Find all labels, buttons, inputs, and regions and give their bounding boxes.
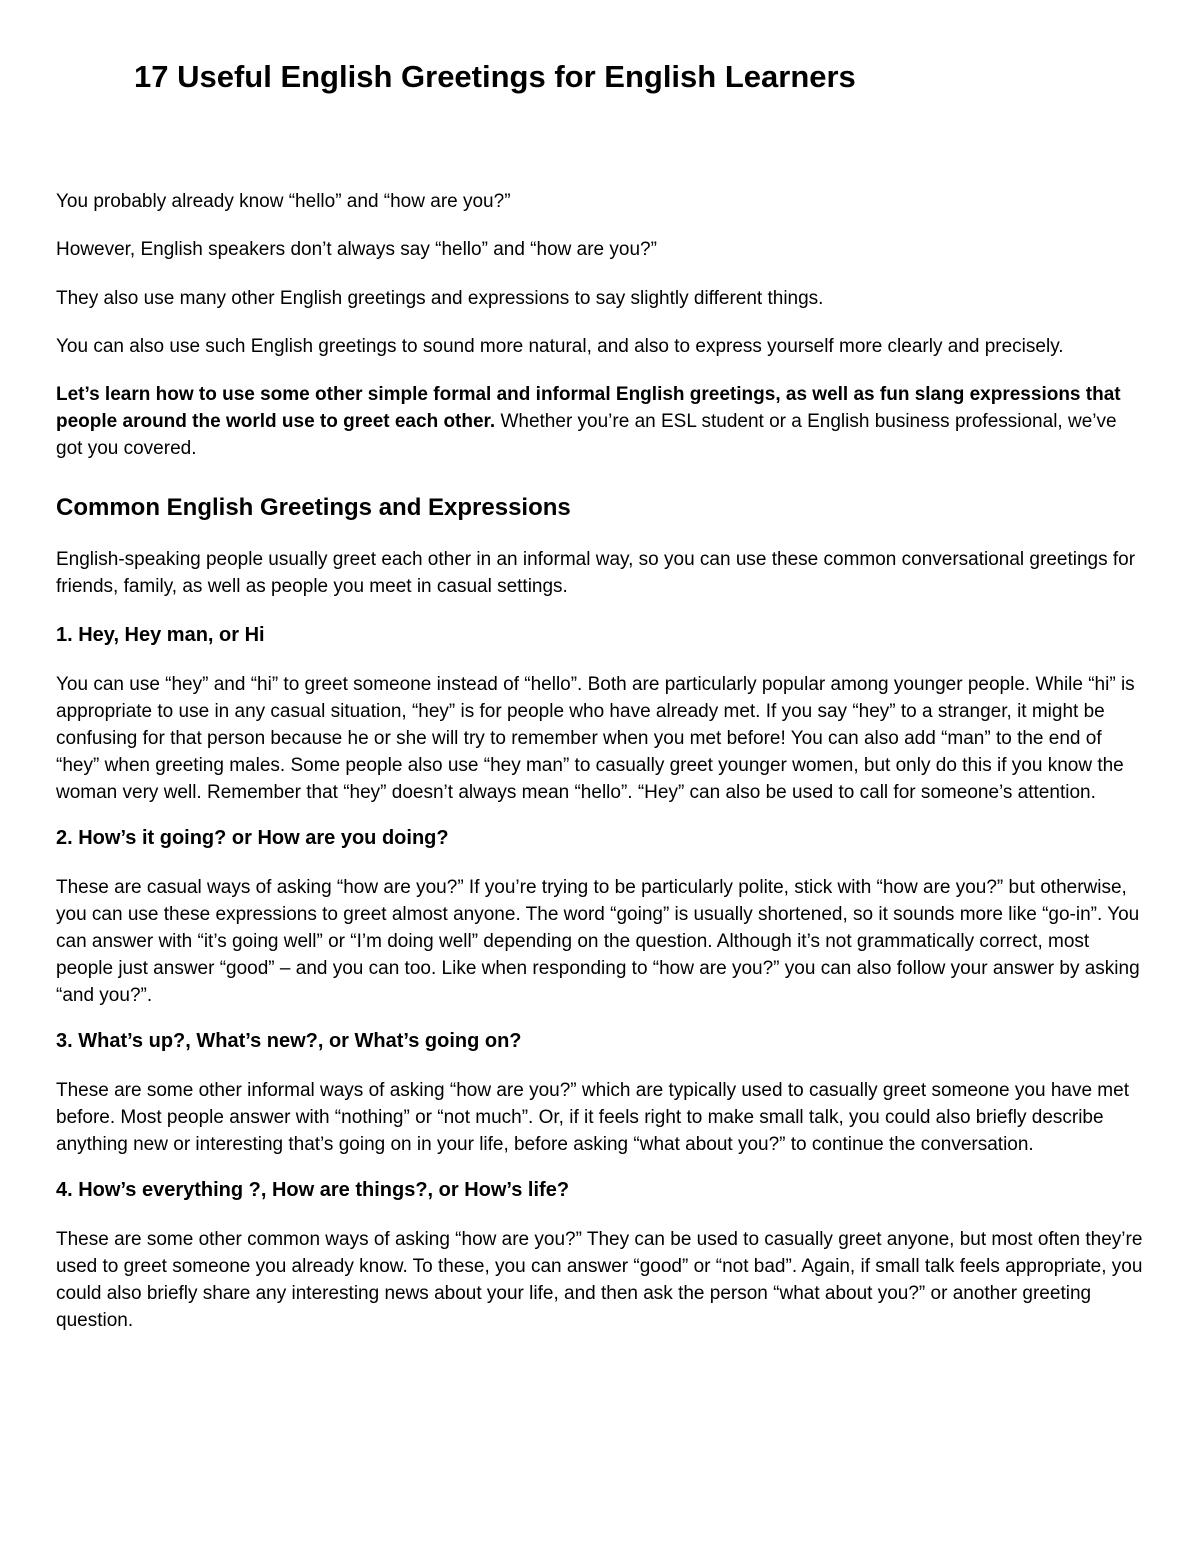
greeting-paragraph: These are some other informal ways of asking “how are you?” which are typically used to casually greet someone you have met before. Most people answer with “nothing” or “not much”. Or, if it feels right to make small talk, you could also briefly describe anything new or interesting that’s going on in your life, before asking “what about you?” to continue the conversation.	[56, 1080, 1129, 1155]
document-body	[56, 188, 1146, 1352]
section-intro-paragraph: English-speaking people usually greet each other in an informal way, so you can use these common conversational greetings for friends, family, as well as people you meet in casual settings.	[56, 549, 1136, 597]
greeting-paragraph: These are casual ways of asking “how are you?” If you’re trying to be particularly polite, stick with “how are you?” but otherwise, you can use these expressions to greet almost anyone. The word “going” is usually shortened, so it sounds more like “go-in”. You can answer with “it’s going well” or “I’m doing well” depending on the question. Although it’s not grammatically correct, most people just answer “good” – and you can too. Like when responding to “how are you?” you can also follow your answer by asking “and you?”.	[56, 877, 1140, 1006]
greeting-paragraph: These are some other common ways of asking “how are you?” They can be used to casually greet anyone, but most often they’re used to greet someone you already know. To these, you can answer “good” or “not bad”. Again, if small talk feels appropriate, you could also briefly share any interesting news about your life, and then ask the person “what about you?” or another greeting question.	[56, 1229, 1143, 1331]
greeting-heading: 1. Hey, Hey man, or Hi	[56, 624, 265, 646]
lead-bold-text: Let’s learn how to use some other simple formal and informal English greetings, as well as fun slang expressions that people around the world use to greet each other.	[56, 384, 1121, 432]
document-title: 17 Useful English Greetings for English Learners	[134, 59, 856, 94]
greeting-heading: 4. How’s everything ?, How are things?, or How’s life?	[56, 1179, 570, 1201]
greeting-heading: 2. How’s it going? or How are you doing?	[56, 827, 449, 849]
greeting-paragraph: You can use “hey” and “hi” to greet someone instead of “hello”. Both are particularly popular among younger people. While “hi” is appropriate to use in any casual situation, “hey” is for people who have already met. If you say “hey” to a stranger, it might be confusing for that person because he or she will try to remember when you met before! You can also add “man” to the end of “hey” when greeting males. Some people also use “hey man” to casually greet younger women, but only do this if you know the woman very well. Remember that “hey” doesn’t always mean “hello”. “Hey” can also be used to call for someone’s attention.	[56, 674, 1135, 803]
section-heading: Common English Greetings and Expressions	[56, 494, 571, 521]
greeting-heading: 3. What’s up?, What’s new?, or What’s going on?	[56, 1030, 522, 1052]
intro-paragraph: However, English speakers don’t always say “hello” and “how are you?”	[56, 239, 657, 260]
intro-paragraph: You can also use such English greetings to sound more natural, and also to express yourself more clearly and precisely.	[56, 336, 1064, 357]
intro-paragraph: They also use many other English greetings and expressions to say slightly different things.	[56, 288, 824, 309]
lead-paragraph	[56, 381, 1146, 462]
intro-paragraph: You probably already know “hello” and “how are you?”	[56, 191, 511, 212]
lead-rest-text: Whether you’re an ESL student or a English business professional, we’ve got you covered.	[56, 411, 1117, 459]
